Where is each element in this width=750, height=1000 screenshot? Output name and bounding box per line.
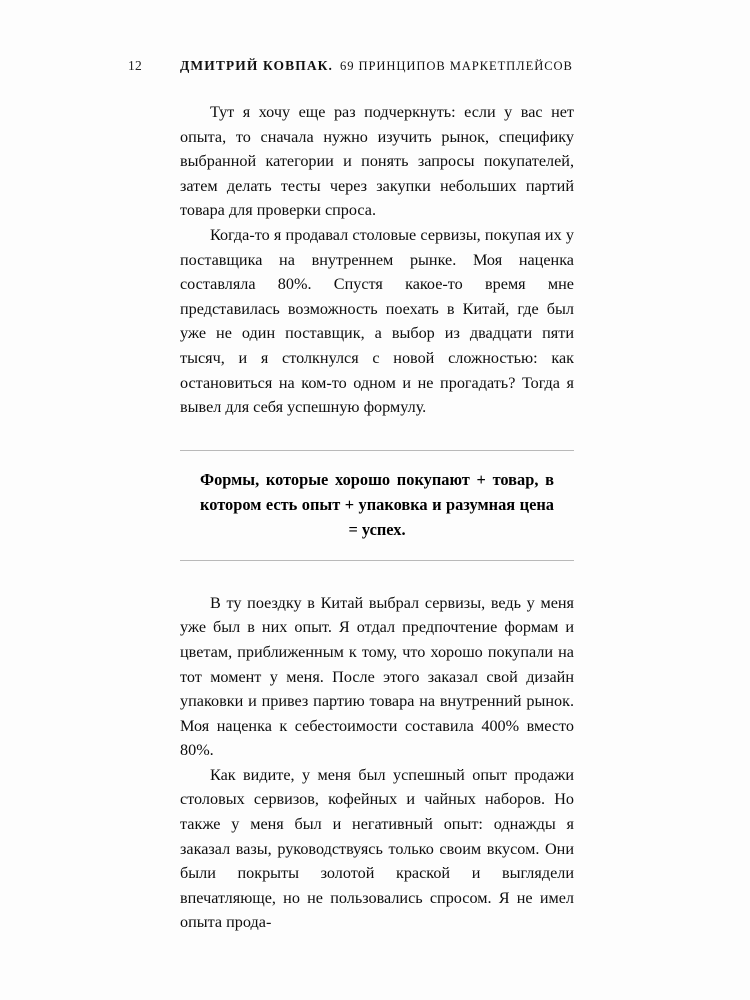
paragraph: В ту поездку в Китай выбрал сервизы, ведь у меня уже был в них опыт. Я отдал предпочтение формам и цветам, приближенным к тому, что хорошо покупали на тот момент у меня. После этого заказал свой дизайн упаковки и привез партию товара на внутренний рынок. Моя наценка к себестоимости составила 400% вместо 80%. bbox=[180, 593, 574, 760]
running-head-title: 69 ПРИНЦИПОВ МАРКЕТПЛЕЙСОВ bbox=[340, 59, 573, 73]
pull-quote-text: Формы, которые хорошо покупают + товар, в котором есть опыт + упаковка и разумная цена = успех. bbox=[200, 469, 554, 539]
paragraph: Когда-то я продавал столовые сервизы, покупая их у поставщика на внутреннем рынке. Моя наценка составляла 80%. Спустя какое-то время мне представилась возможность поехать в Китай, где был уже не один поставщик, а выбор из двадцати пяти тысяч, и я столкнулся с новой сложностью: как остановиться на ком-то одном и не прогадать? Тогда я вывел для себя успешную формулу. bbox=[180, 225, 574, 417]
paragraph: Как видите, у меня был успешный опыт продажи столовых сервизов, кофейных и чайных наборов. Но также у меня был и негативный опыт: однажды я заказал вазы, руководствуясь только своим вкусом. Они были покрыты золотой краской и выглядели впечатляюще, но не пользовались спросом. Я не имел опыта прода- bbox=[180, 765, 574, 932]
pull-quote-box bbox=[180, 450, 574, 561]
body-text-column bbox=[180, 100, 574, 935]
paragraph: Тут я хочу еще раз подчеркнуть: если у вас нет опыта, то сначала нужно изучить рынок, специфику выбранной категории и понять запросы покупателей, затем делать тесты через закупки небольших партий товара для проверки спроса. bbox=[180, 103, 574, 220]
running-head-author: ДМИТРИЙ КОВПАК. bbox=[180, 58, 334, 73]
page-number: 12 bbox=[128, 58, 142, 73]
page-content-area bbox=[128, 58, 596, 935]
running-head bbox=[128, 58, 596, 74]
